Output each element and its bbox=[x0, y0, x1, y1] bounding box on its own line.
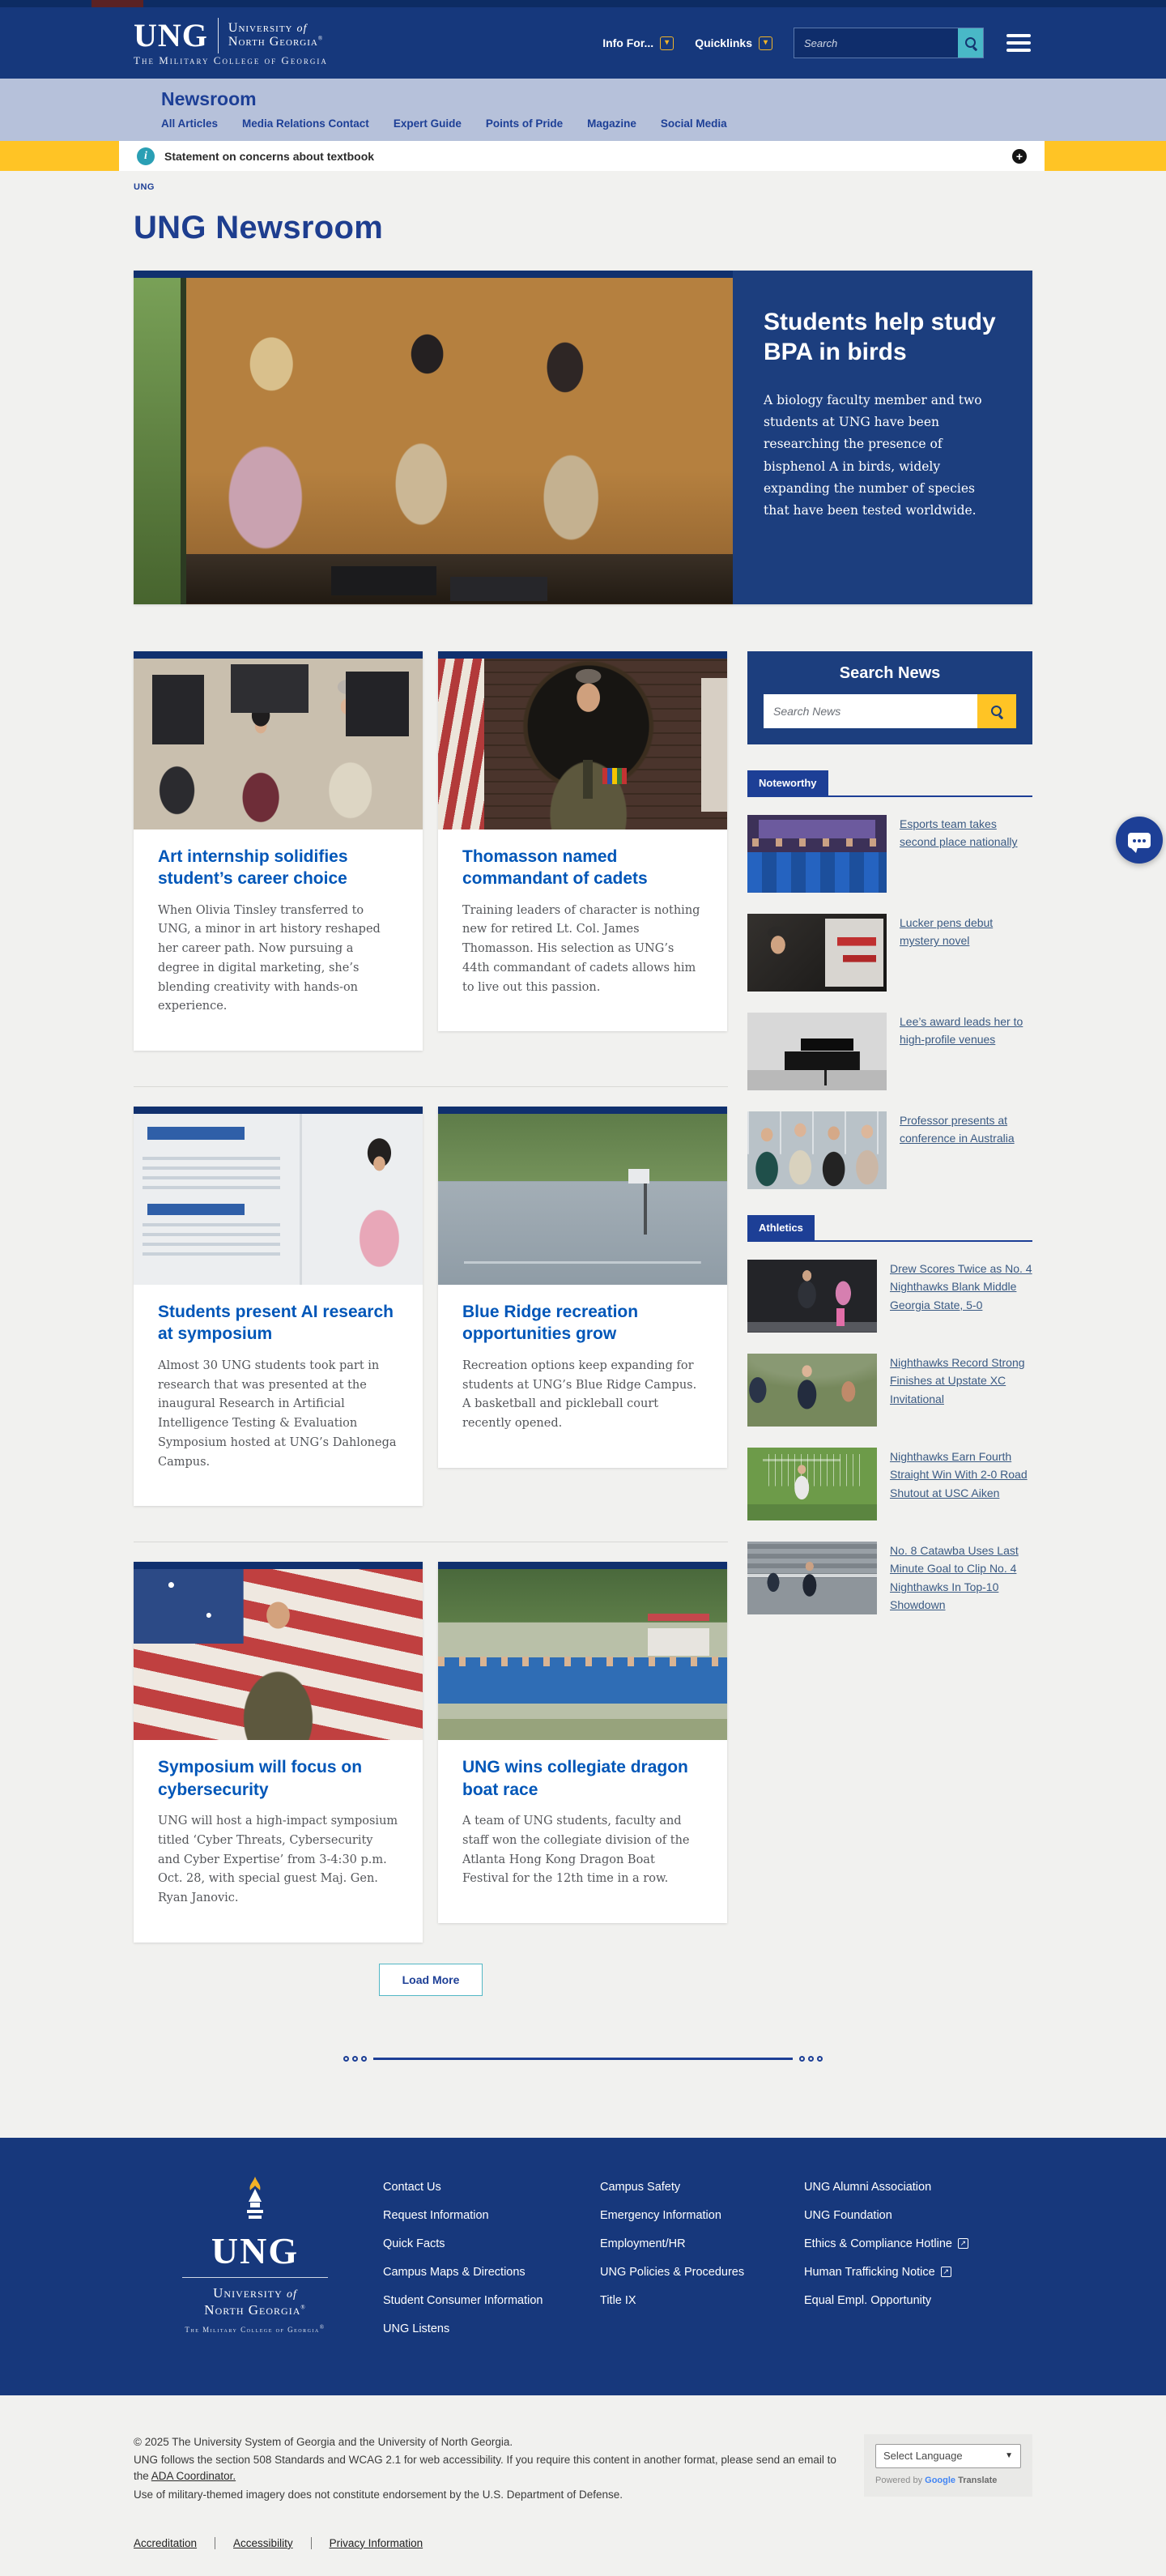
footer-link-ung-listens[interactable]: UNG Listens bbox=[383, 2322, 450, 2335]
footer-link-title-ix[interactable]: Title IX bbox=[600, 2293, 636, 2307]
footer-column-2 bbox=[600, 2175, 804, 2350]
basketball-court-photo[interactable] bbox=[438, 1107, 727, 1285]
search-icon bbox=[964, 36, 977, 49]
info-for-menu[interactable]: Info For... ▾ bbox=[602, 36, 674, 50]
breadcrumb[interactable]: UNG bbox=[134, 182, 155, 192]
footer-column-3 bbox=[804, 2175, 1023, 2350]
dragon-boat-team-photo[interactable] bbox=[438, 1562, 727, 1740]
copyright-text: © 2025 The University System of Georgia and the University of North Georgia. bbox=[134, 2435, 513, 2448]
noteworthy-section bbox=[747, 770, 1032, 1189]
esports-team-photo[interactable] bbox=[747, 815, 887, 893]
top-strip-accent bbox=[91, 0, 143, 7]
search-icon bbox=[990, 705, 1003, 718]
google-logo-text: Google bbox=[925, 2475, 956, 2485]
footer-link-student-consumer-info[interactable]: Student Consumer Information bbox=[383, 2293, 543, 2307]
accessibility-link[interactable]: Accessibility bbox=[233, 2536, 293, 2549]
sidebar-search-panel bbox=[747, 651, 1032, 744]
sidebar-news-link[interactable]: Esports team takes second place nationally bbox=[900, 817, 1018, 849]
sidebar-news-link[interactable]: Drew Scores Twice as No. 4 Nighthawks Blank Middle Georgia State, 5-0 bbox=[890, 1262, 1032, 1311]
soccer-goalkeeper-photo[interactable] bbox=[747, 1448, 877, 1520]
sidebar-news-link[interactable]: Nighthawks Record Strong Finishes at Upstate XC Invitational bbox=[890, 1356, 1025, 1405]
footer-column-1 bbox=[383, 2175, 600, 2350]
accreditation-link[interactable]: Accreditation bbox=[134, 2536, 198, 2549]
article-summary: Recreation options keep expanding for students at UNG’s Blue Ridge Campus. A basketball and pickleball court recently opened. bbox=[462, 1358, 697, 1431]
ada-coordinator-link[interactable]: ADA Coordinator. bbox=[151, 2470, 236, 2483]
chevron-down-icon: ▾ bbox=[660, 36, 674, 50]
site-header bbox=[0, 7, 1166, 79]
footer-link-campus-safety[interactable]: Campus Safety bbox=[600, 2180, 681, 2194]
legal-links bbox=[134, 2535, 846, 2552]
article-title[interactable]: Thomasson named commandant of cadets bbox=[462, 847, 648, 889]
list-item bbox=[747, 1542, 1032, 1614]
sidebar bbox=[747, 651, 1032, 1636]
footer-link-ethics-hotline[interactable]: Ethics & Compliance Hotline ↗ bbox=[804, 2237, 968, 2250]
ung-logo-acronym: UNG bbox=[134, 17, 208, 53]
footer-logo-wordmark: University of North Georgia® bbox=[204, 2284, 306, 2318]
article-title[interactable]: Art internship solidifies student’s career choice bbox=[158, 847, 348, 889]
chat-icon bbox=[1128, 833, 1151, 848]
external-link-icon: ↗ bbox=[958, 2238, 968, 2249]
article-title[interactable]: Students present AI research at symposium bbox=[158, 1303, 394, 1344]
article-card bbox=[438, 1562, 727, 1923]
language-select[interactable]: Select Language ▼ bbox=[875, 2444, 1021, 2468]
article-card bbox=[438, 651, 727, 1031]
footer-logo-tagline: The Military College of Georgia® bbox=[185, 2323, 326, 2334]
article-title[interactable]: UNG wins collegiate dragon boat race bbox=[462, 1758, 688, 1799]
athletics-section bbox=[747, 1215, 1032, 1614]
footer-logo-rule bbox=[182, 2277, 328, 2278]
nav-link-expert-guide[interactable]: Expert Guide bbox=[393, 117, 462, 130]
nav-link-media-relations[interactable]: Media Relations Contact bbox=[242, 117, 369, 130]
list-item bbox=[747, 914, 1032, 992]
load-more-button[interactable]: Load More bbox=[379, 1964, 483, 1996]
external-link-icon: ↗ bbox=[941, 2267, 951, 2277]
army-officer-portrait-photo[interactable] bbox=[438, 651, 727, 830]
sidebar-news-link[interactable]: Lee’s award leads her to high-profile venues bbox=[900, 1015, 1023, 1047]
article-summary: Almost 30 UNG students took part in research that was presented at the inaugural Research in Artificial Intelligence Testing & Evaluation Symposium hosted at UNG’s Dahlonega Campus. bbox=[158, 1358, 397, 1469]
hamburger-menu-button[interactable] bbox=[1005, 32, 1032, 53]
article-list bbox=[134, 651, 728, 1996]
featured-story-panel bbox=[733, 271, 1032, 604]
section-nav bbox=[0, 79, 1166, 141]
sidebar-search-title: Search News bbox=[839, 664, 941, 682]
list-item bbox=[747, 1260, 1032, 1333]
section-divider bbox=[343, 2056, 823, 2062]
family-with-framed-art-photo[interactable] bbox=[134, 651, 423, 830]
sidebar-news-link[interactable]: Nighthawks Earn Fourth Straight Win With 2-0 Road Shutout at USC Aiken bbox=[890, 1450, 1028, 1499]
footer-link-equal-empl-opportunity[interactable]: Equal Empl. Opportunity bbox=[804, 2293, 932, 2307]
header-search bbox=[794, 28, 984, 58]
chat-button[interactable] bbox=[1116, 817, 1163, 864]
section-nav-title[interactable]: Newsroom bbox=[161, 88, 257, 109]
article-title[interactable]: Blue Ridge recreation opportunities grow bbox=[462, 1303, 639, 1344]
ung-logo-tagline: The Military College of Georgia bbox=[134, 54, 328, 66]
athletics-label: Athletics bbox=[747, 1215, 815, 1240]
info-icon: i bbox=[137, 147, 155, 165]
footer-link-request-information[interactable]: Request Information bbox=[383, 2208, 489, 2222]
article-card bbox=[438, 1107, 727, 1468]
list-item bbox=[747, 1013, 1032, 1090]
footer-logo-acronym: UNG bbox=[211, 2229, 300, 2271]
sidebar-search-input[interactable] bbox=[764, 694, 977, 728]
nav-link-points-of-pride[interactable]: Points of Pride bbox=[485, 117, 564, 130]
site-footer bbox=[0, 2138, 1166, 2395]
logo-divider bbox=[218, 18, 219, 53]
featured-story-summary: A biology faculty member and two students at UNG have been researching the presence of bisphenol A in birds, widely expanding the number of species that have been tested worldwide. bbox=[764, 393, 982, 518]
footer-link-emergency-information[interactable]: Emergency Information bbox=[600, 2208, 721, 2222]
list-item bbox=[747, 1448, 1032, 1520]
google-translate-widget bbox=[864, 2434, 1032, 2497]
footer-link-employment-hr[interactable]: Employment/HR bbox=[600, 2237, 686, 2250]
footer-link-alumni-association[interactable]: UNG Alumni Association bbox=[804, 2180, 932, 2194]
sidebar-search-button[interactable] bbox=[977, 694, 1016, 728]
top-strip bbox=[0, 0, 1166, 7]
article-summary: UNG will host a high-impact symposium titled ‘Cyber Threats, Cybersecurity and Cyber Expertise’ from 3-4:30 p.m. Oct. 28, with special guest Maj. Gen. Ryan Janovic. bbox=[158, 1814, 398, 1905]
article-summary: Training leaders of character is nothing new for retired Lt. Col. James Thomasson. His selection as UNG’s 44th commandant of cadets allows him to live out this passion. bbox=[462, 903, 700, 994]
page-title: UNG Newsroom bbox=[134, 210, 384, 245]
sidebar-news-link[interactable]: Professor presents at conference in Australia bbox=[900, 1114, 1015, 1145]
footer-link-contact-us[interactable]: Contact Us bbox=[383, 2180, 441, 2194]
ung-logo-wordmark: University of North Georgia® bbox=[228, 21, 324, 49]
soccer-celebration-photo[interactable] bbox=[747, 1260, 877, 1333]
footer-link-quick-facts[interactable]: Quick Facts bbox=[383, 2237, 445, 2250]
footer-link-campus-maps[interactable]: Campus Maps & Directions bbox=[383, 2265, 526, 2279]
header-search-button[interactable] bbox=[958, 28, 983, 58]
alert-link[interactable]: Statement on concerns about textbook bbox=[164, 149, 375, 163]
research-poster-photo[interactable] bbox=[134, 1107, 423, 1285]
separator bbox=[311, 2537, 312, 2549]
list-item bbox=[747, 1354, 1032, 1427]
quicklinks-menu[interactable]: Quicklinks ▾ bbox=[695, 36, 772, 50]
chevron-down-icon: ▾ bbox=[759, 36, 772, 50]
nav-link-magazine[interactable]: Magazine bbox=[587, 117, 636, 130]
chevron-down-icon: ▼ bbox=[1005, 2451, 1013, 2461]
sidebar-news-link[interactable]: No. 8 Catawba Uses Last Minute Goal to Clip No. 4 Nighthawks In Top-10 Showdown bbox=[890, 1544, 1019, 1612]
footer-link-human-trafficking-notice[interactable]: Human Trafficking Notice ↗ bbox=[804, 2266, 951, 2279]
header-search-input[interactable] bbox=[794, 28, 958, 58]
featured-story bbox=[134, 271, 1032, 604]
officer-with-flag-photo[interactable] bbox=[134, 1562, 423, 1740]
steeple-icon bbox=[236, 2177, 274, 2220]
ung-logo[interactable] bbox=[134, 18, 328, 68]
privacy-information-link[interactable]: Privacy Information bbox=[329, 2536, 423, 2549]
students-at-laptop-photo[interactable] bbox=[134, 271, 733, 604]
article-card bbox=[134, 651, 423, 1051]
header-menu bbox=[602, 28, 1032, 58]
ung-footer-logo[interactable] bbox=[134, 2175, 377, 2350]
article-title[interactable]: Symposium will focus on cybersecurity bbox=[158, 1758, 363, 1799]
noteworthy-label: Noteworthy bbox=[747, 770, 828, 795]
footer-link-policies-procedures[interactable]: UNG Policies & Procedures bbox=[600, 2265, 745, 2279]
author-book-cover-photo[interactable] bbox=[747, 914, 887, 992]
sidebar-news-link[interactable]: Lucker pens debut mystery novel bbox=[900, 916, 994, 948]
legal-section bbox=[134, 2395, 1032, 2576]
accessibility-text: UNG follows the section 508 Standards and WCAG 2.1 for web accessibility. If you require this content in another format, please send an email to the ADA Coordinator. bbox=[134, 2454, 836, 2483]
soccer-match-photo[interactable] bbox=[747, 1542, 877, 1614]
row-divider bbox=[134, 1086, 728, 1087]
footer-link-ung-foundation[interactable]: UNG Foundation bbox=[804, 2208, 892, 2222]
featured-story-title[interactable]: Students help study BPA in birds bbox=[764, 309, 996, 365]
military-imagery-text: Use of military-themed imagery does not constitute endorsement by the U.S. Department of Defense. bbox=[134, 2488, 623, 2501]
expand-alert-icon[interactable]: + bbox=[1012, 149, 1027, 164]
conference-group-photo[interactable] bbox=[747, 1111, 887, 1189]
nav-link-social-media[interactable]: Social Media bbox=[660, 117, 727, 130]
nav-link-all-articles[interactable]: All Articles bbox=[161, 117, 219, 130]
article-card bbox=[134, 1107, 423, 1506]
article-summary: A team of UNG students, faculty and staff won the collegiate division of the Atlanta Hong Kong Dragon Boat Festival for the 12th time in a row. bbox=[462, 1814, 690, 1886]
grand-piano-stage-photo[interactable] bbox=[747, 1013, 887, 1090]
alert-banner bbox=[0, 141, 1166, 171]
list-item bbox=[747, 815, 1032, 893]
article-card bbox=[134, 1562, 423, 1942]
article-summary: When Olivia Tinsley transferred to UNG, a minor in art history reshaped her career path. Now pursuing a degree in digital marketing, she’s blending creativity with hands-on experience. bbox=[158, 903, 381, 1013]
list-item bbox=[747, 1111, 1032, 1189]
cross-country-runners-photo[interactable] bbox=[747, 1354, 877, 1427]
powered-by-google-translate: Powered by Google Translate bbox=[875, 2475, 998, 2485]
